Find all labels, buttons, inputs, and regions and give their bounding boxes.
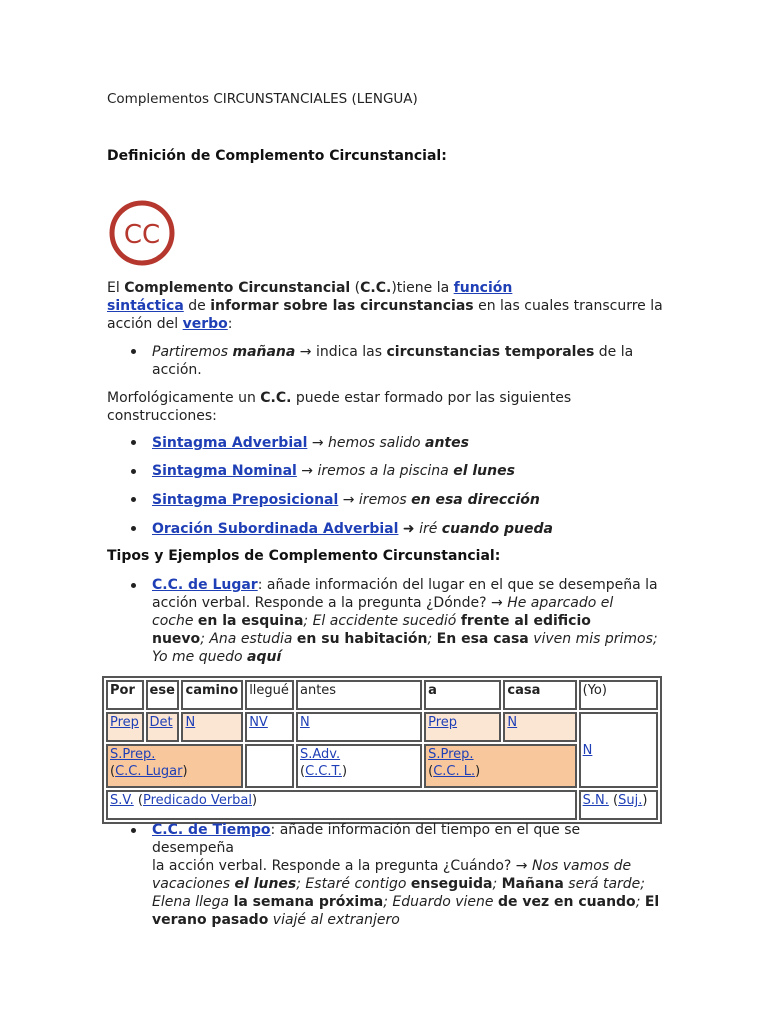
example-bold: el lunes bbox=[453, 463, 515, 479]
intro-text: ( bbox=[350, 280, 361, 296]
lugar-bold: nuevo bbox=[152, 631, 201, 647]
sintagma-preposicional-link[interactable]: Sintagma Preposicional bbox=[152, 492, 339, 508]
n-link[interactable]: N bbox=[582, 742, 593, 758]
lugar-bold: en su habitación bbox=[296, 631, 428, 647]
example-text: iré bbox=[419, 521, 442, 537]
creative-commons-cc-icon bbox=[109, 200, 175, 266]
empty-cell bbox=[245, 744, 294, 788]
tiempo-bold: la semana próxima bbox=[233, 894, 384, 910]
example-text: de la bbox=[594, 344, 634, 360]
lugar-example: ; bbox=[427, 631, 437, 647]
lugar-example: Yo me quedo bbox=[152, 649, 248, 665]
funcion-sintactica-link[interactable]: función bbox=[453, 280, 513, 296]
sn-link[interactable]: S.N. bbox=[582, 793, 609, 808]
bullet-dot bbox=[131, 440, 136, 445]
tiempo-example: ; bbox=[492, 876, 502, 892]
construction-item bbox=[152, 491, 540, 509]
lugar-bold: En esa casa bbox=[436, 631, 529, 647]
intro-text: acción del bbox=[107, 316, 183, 332]
tiempo-bold: enseguida bbox=[410, 876, 493, 892]
construction-item bbox=[152, 462, 515, 480]
morph-text: puede estar formado por las siguientes bbox=[291, 390, 572, 406]
table-row bbox=[106, 790, 658, 820]
word-cell: ese bbox=[146, 680, 180, 710]
bullet-dot bbox=[131, 583, 136, 588]
tiempo-example: ; bbox=[635, 894, 645, 910]
bullet-dot bbox=[131, 526, 136, 531]
tiempo-example: ; Eduardo viene bbox=[383, 894, 498, 910]
funcion-sintactica-link-cont[interactable]: sintáctica bbox=[107, 298, 184, 314]
word-cell: antes bbox=[296, 680, 422, 710]
category-cell bbox=[579, 712, 658, 788]
lugar-example: coche bbox=[152, 613, 198, 629]
example-bold: circunstancias temporales bbox=[386, 344, 595, 360]
sprep-link[interactable]: S.Prep. bbox=[110, 747, 156, 762]
bullet-dot bbox=[131, 349, 136, 354]
definition-heading: Definición de Complemento Circunstancial: bbox=[107, 148, 447, 164]
tiempo-example: viajé al extranjero bbox=[268, 912, 400, 928]
example-bold: en esa dirección bbox=[411, 492, 540, 508]
lugar-bold: en la esquina bbox=[197, 613, 304, 629]
cc-lugar-link[interactable]: C.C. de Lugar bbox=[152, 577, 258, 593]
intro-text: : bbox=[227, 316, 233, 332]
example-text: iremos a la piscina bbox=[317, 463, 454, 479]
arrow: ➜ bbox=[398, 521, 420, 537]
cc-lugar-item bbox=[152, 576, 662, 666]
table-row bbox=[106, 712, 658, 742]
tiempo-bold: El bbox=[644, 894, 660, 910]
phrase-cell: S.Adv. (C.C.T.) bbox=[296, 744, 422, 788]
sintagma-nominal-link[interactable]: Sintagma Nominal bbox=[152, 463, 297, 479]
lugar-example: ; Ana estudia bbox=[200, 631, 297, 647]
prep-link[interactable]: Prep bbox=[110, 715, 139, 730]
category-cell bbox=[424, 712, 501, 742]
bullet-dot bbox=[131, 469, 136, 474]
construction-item bbox=[152, 434, 469, 452]
syntax-analysis-table bbox=[102, 676, 662, 824]
nv-link[interactable]: NV bbox=[249, 715, 268, 730]
n-link[interactable]: N bbox=[507, 715, 518, 730]
tiempo-text: : añade información del tiempo en el que se desempeña bbox=[152, 822, 581, 856]
subject-cell: S.N. (Suj.) bbox=[579, 790, 658, 820]
cc-tiempo-item bbox=[152, 821, 662, 929]
tiempo-bold: Mañana bbox=[501, 876, 564, 892]
example-bold: antes bbox=[425, 435, 469, 451]
bullet-dot bbox=[131, 497, 136, 502]
morph-text: construcciones: bbox=[107, 408, 217, 424]
example-bold: cuando pueda bbox=[441, 521, 553, 537]
tiempo-example: Nos vamos de bbox=[531, 858, 632, 874]
types-heading: Tipos y Ejemplos de Complemento Circunstancial: bbox=[107, 548, 501, 564]
category-cell bbox=[245, 712, 294, 742]
arrow: → bbox=[338, 492, 359, 508]
morph-text: Morfológicamente un bbox=[107, 390, 261, 406]
intro-text: en las cuales transcurre la bbox=[473, 298, 663, 314]
word-cell: llegué bbox=[245, 680, 294, 710]
lugar-example: viven mis primos; bbox=[528, 631, 658, 647]
det-link[interactable]: Det bbox=[149, 715, 173, 730]
cct-link[interactable]: C.C.T. bbox=[305, 764, 343, 779]
lugar-example: He aparcado el bbox=[507, 595, 614, 611]
arrow: → bbox=[296, 463, 318, 479]
suj-link[interactable]: Suj. bbox=[618, 793, 643, 808]
lugar-example: ; El accidente sucedió bbox=[303, 613, 461, 629]
category-cell bbox=[181, 712, 243, 742]
example-text: iremos bbox=[358, 492, 412, 508]
tiempo-bold: el lunes bbox=[234, 876, 297, 892]
sprep-link[interactable]: S.Prep. bbox=[428, 747, 474, 762]
n-link[interactable]: N bbox=[185, 715, 196, 730]
example-text: hemos salido bbox=[328, 435, 426, 451]
arrow: → bbox=[307, 435, 329, 451]
oracion-subordinada-adverbial-link[interactable]: Oración Subordinada Adverbial bbox=[152, 521, 399, 537]
category-cell bbox=[296, 712, 422, 742]
sintagma-adverbial-link[interactable]: Sintagma Adverbial bbox=[152, 435, 308, 451]
tiempo-example: vacaciones bbox=[152, 876, 235, 892]
tiempo-example: ; Estaré contigo bbox=[296, 876, 411, 892]
cc-tiempo-link[interactable]: C.C. de Tiempo bbox=[152, 822, 271, 838]
bullet-dot bbox=[131, 828, 136, 833]
lugar-text: : añade información del lugar en el que se desempeña la bbox=[257, 577, 658, 593]
tiempo-example: será tarde; bbox=[563, 876, 646, 892]
logo-text: CC bbox=[123, 220, 161, 250]
intro-text: de bbox=[183, 298, 211, 314]
example-text: → indica las bbox=[295, 344, 387, 360]
phrase-cell: S.Prep. (C.C. L.) bbox=[424, 744, 577, 788]
tiempo-example: Elena llega bbox=[152, 894, 234, 910]
predicado-verbal-link[interactable]: Predicado Verbal bbox=[142, 793, 252, 808]
example-text: acción. bbox=[152, 362, 202, 378]
tiempo-bold: de vez en cuando bbox=[497, 894, 636, 910]
morphology-paragraph bbox=[107, 389, 667, 425]
verbo-link[interactable]: verbo bbox=[182, 316, 228, 332]
example-bullet bbox=[152, 343, 652, 379]
lugar-text: acción verbal. Responde a la pregunta ¿Dónde? → bbox=[152, 595, 508, 611]
lugar-bold: aquí bbox=[247, 649, 282, 665]
sadv-link[interactable]: S.Adv. bbox=[300, 747, 341, 762]
word-cell: casa bbox=[503, 680, 576, 710]
morph-bold: C.C. bbox=[260, 390, 292, 406]
word-cell: camino bbox=[181, 680, 243, 710]
document-title: Complementos CIRCUNSTANCIALES (LENGUA) bbox=[107, 91, 418, 107]
intro-text: El bbox=[107, 280, 125, 296]
cc-lugar-table-link[interactable]: C.C. Lugar bbox=[115, 764, 183, 779]
example-text: Partiremos bbox=[152, 344, 233, 360]
intro-paragraph bbox=[107, 279, 667, 333]
phrase-cell: S.Prep. (C.C. Lugar) bbox=[106, 744, 243, 788]
intro-text: )tiene la bbox=[391, 280, 454, 296]
predicate-cell: S.V. (Predicado Verbal) bbox=[106, 790, 577, 820]
construction-item bbox=[152, 520, 553, 538]
n-link[interactable]: N bbox=[300, 715, 310, 730]
category-cell bbox=[503, 712, 576, 742]
table-row bbox=[106, 680, 658, 710]
category-cell bbox=[106, 712, 144, 742]
table-row bbox=[106, 744, 658, 788]
intro-bold-term: Complemento Circunstancial bbox=[124, 280, 351, 296]
intro-bold-phrase: informar sobre las circunstancias bbox=[210, 298, 474, 314]
example-bold: mañana bbox=[232, 344, 296, 360]
tiempo-text: la acción verbal. Responde a la pregunta ¿Cuándo? → bbox=[152, 858, 532, 874]
tiempo-bold: verano pasado bbox=[152, 912, 269, 928]
intro-bold-abbr: C.C. bbox=[360, 280, 392, 296]
word-cell: (Yo) bbox=[579, 680, 658, 710]
category-cell bbox=[146, 712, 180, 742]
word-cell: Por bbox=[106, 680, 144, 710]
ccl-link[interactable]: C.C. L. bbox=[433, 764, 476, 779]
prep-link[interactable]: Prep bbox=[428, 715, 458, 730]
word-cell: a bbox=[424, 680, 501, 710]
sv-link[interactable]: S.V. bbox=[110, 793, 134, 808]
lugar-bold: frente al edificio bbox=[460, 613, 591, 629]
